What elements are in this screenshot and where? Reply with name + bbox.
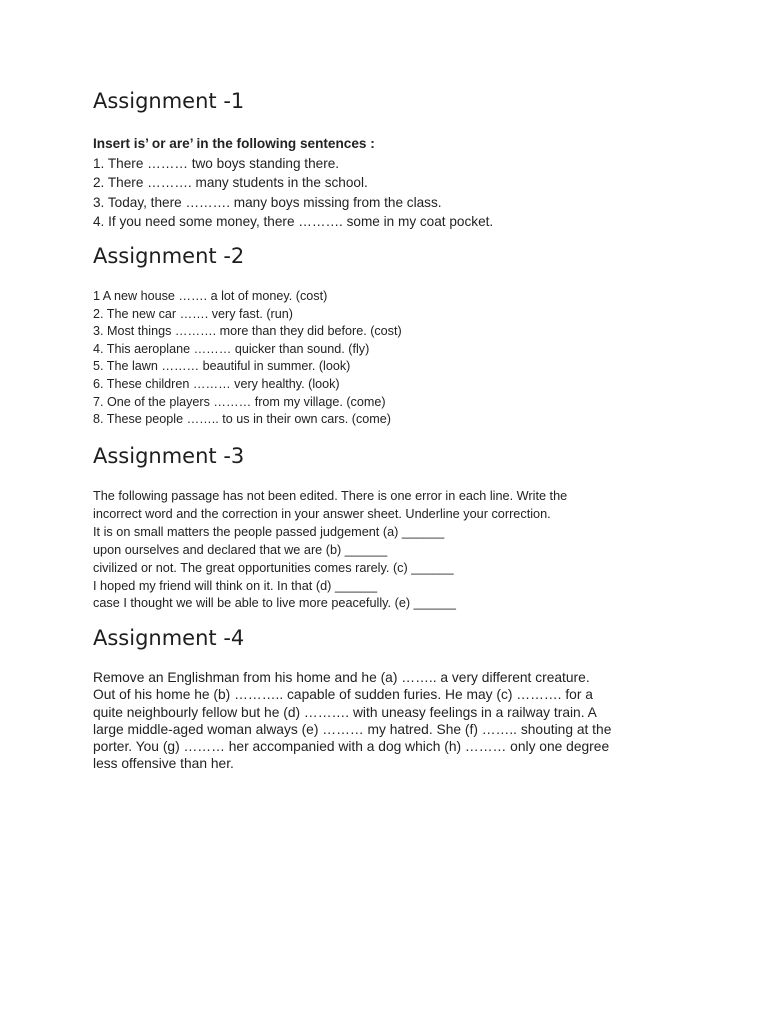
assignment-3-line: The following passage has not been edited. There is one error in each line. Write the	[93, 489, 568, 503]
assignment-1-title: Assignment -1	[93, 89, 245, 113]
assignment-2-body	[93, 288, 402, 429]
assignment-2-line: 4. This aeroplane ……… quicker than sound. (fly)	[93, 341, 370, 356]
assignment-1-line: 1. There ……… two boys standing there.	[93, 155, 340, 171]
assignment-1-line: 2. There ………. many students in the school.	[93, 175, 368, 190]
assignment-3-line: I hoped my friend will think on it. In that (d) ______	[93, 578, 378, 593]
assignment-4-line: large middle-aged woman always (e) ……… my hatred. She (f) …….. shouting at the	[93, 721, 612, 737]
assignment-3-body	[93, 488, 567, 613]
assignment-2-line: 7. One of the players ……… from my village. (come)	[93, 394, 386, 409]
assignment-2-title: Assignment -2	[93, 244, 245, 268]
assignment-2-line: 8. These people …….. to us in their own cars. (come)	[93, 412, 391, 427]
assignment-2-line: 2. The new car ……. very fast. (run)	[93, 306, 293, 321]
assignment-3-line: case I thought we will be able to live more peacefully. (e) ______	[93, 596, 456, 611]
assignment-3-line: upon ourselves and declared that we are (b) ______	[93, 542, 388, 557]
assignment-1-body	[93, 134, 493, 232]
assignment-3-line: It is on small matters the people passed judgement (a) ______	[93, 524, 445, 539]
assignment-1-instruction: Insert is’ or are’ in the following sentences :	[93, 136, 375, 151]
assignment-2-line: 1 A new house ……. a lot of money. (cost)	[93, 289, 328, 303]
assignment-4-line: Remove an Englishman from his home and he (a) …….. a very different creature.	[93, 670, 590, 685]
assignment-4-title: Assignment -4	[93, 626, 245, 650]
assignment-4-line: Out of his home he (b) ……….. capable of sudden furies. He may (c) ………. for a	[93, 687, 593, 703]
assignment-4-line: quite neighbourly fellow but he (d) ………. with uneasy feelings in a railway train. A	[93, 704, 597, 720]
assignment-1-line: 4. If you need some money, there ………. some in my coat pocket.	[93, 214, 494, 229]
assignment-2-line: 3. Most things ………. more than they did before. (cost)	[93, 324, 402, 339]
assignment-4-body	[93, 669, 611, 773]
assignment-4-line: porter. You (g) ……… her accompanied with a dog which (h) ……… only one degree	[93, 739, 610, 755]
assignment-1-line: 3. Today, there ………. many boys missing from the class.	[93, 194, 442, 210]
assignment-3-line: civilized or not. The great opportunities comes rarely. (c) ______	[93, 560, 454, 575]
assignment-2-line: 5. The lawn ……… beautiful in summer. (look)	[93, 359, 351, 374]
assignment-4-line: less offensive than her.	[93, 756, 234, 772]
assignment-2-line: 6. These children ……… very healthy. (look)	[93, 376, 340, 391]
assignment-3-line: incorrect word and the correction in your answer sheet. Underline your correction.	[93, 506, 551, 521]
assignment-3-title: Assignment -3	[93, 444, 245, 468]
